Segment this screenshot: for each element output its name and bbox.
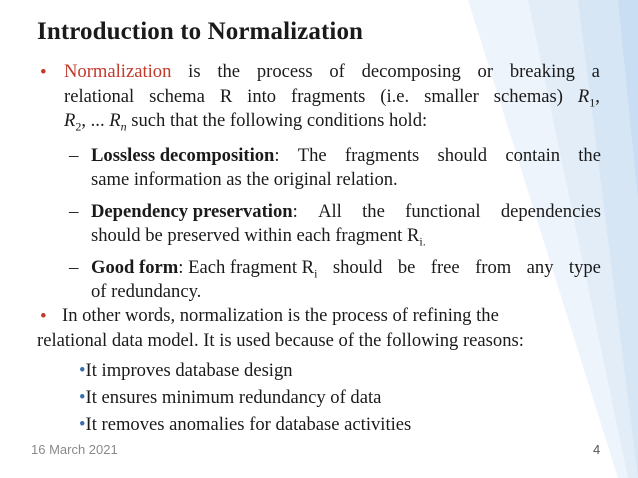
bullet-marker: • <box>40 62 47 83</box>
footer-date: 16 March 2021 <box>31 442 118 457</box>
dash-marker: – <box>69 145 79 166</box>
lossless-line-2: same information as the original relation. <box>91 169 398 190</box>
definition-line-3: $R_2$, ... $R_n$ such that the following conditions hold: <box>64 110 428 134</box>
slide-title: Introduction to Normalization <box>37 18 364 45</box>
reason-item: •It removes anomalies for database activities <box>79 414 412 435</box>
reason-item: •It improves database design <box>79 360 293 381</box>
reasons-intro-line-2: relational data model. It is used because of the following reasons: <box>37 330 524 351</box>
good-form-line-1: Good form: Each fragment $R_i$ should be free from any type <box>91 257 601 281</box>
definition-line-1: Normalization is the process of decomposing or breaking a <box>64 61 600 82</box>
dependency-line-2: should be preserved within each fragment $R_{i.}$ <box>91 225 426 249</box>
normalization-term: Normalization <box>64 61 172 82</box>
reasons-intro-line-1: In other words, normalization is the process of refining the <box>62 305 499 326</box>
lossless-line-1: Lossless decomposition: The fragments should contain the <box>91 145 601 166</box>
dependency-term: Dependency preservation <box>91 201 293 222</box>
dash-marker: – <box>69 257 79 278</box>
dependency-line-1: Dependency preservation: All the functional dependencies <box>91 201 601 222</box>
dash-marker: – <box>69 201 79 222</box>
bullet-marker: • <box>40 306 47 327</box>
definition-line-2: relational schema R into fragments (i.e. smaller schemas) $R_1$, <box>64 86 600 110</box>
lossless-term: Lossless decomposition <box>91 145 275 166</box>
reason-item: •It ensures minimum redundancy of data <box>79 387 382 408</box>
good-form-term: Good form <box>91 257 179 278</box>
page-number: 4 <box>593 442 601 457</box>
good-form-line-2: of redundancy. <box>91 281 202 302</box>
